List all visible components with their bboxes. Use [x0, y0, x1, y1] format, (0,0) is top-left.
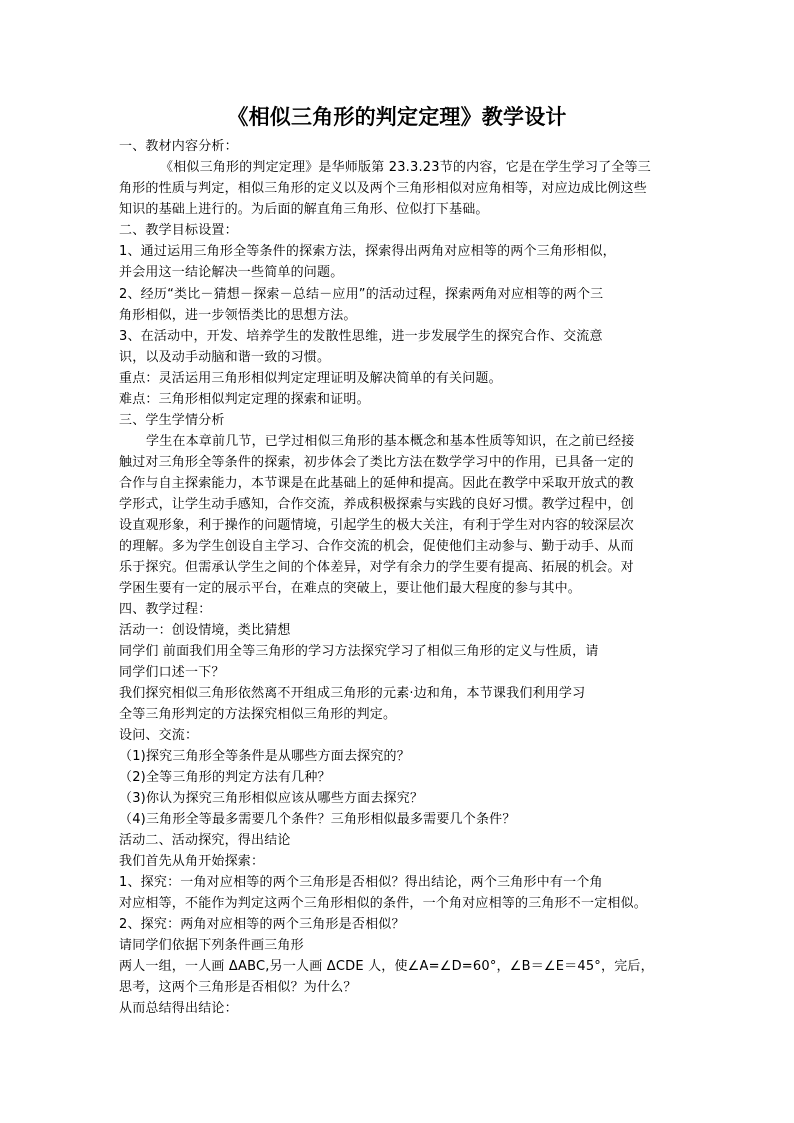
paragraph-line: 思考，这两个三角形是否相似？为什么？: [119, 980, 357, 995]
paragraph-line: 学困生要有一定的展示平台，在难点的突破上，要让他们最大程度的参与其中。: [119, 581, 582, 596]
paragraph-line: 角形的性质与判定，相似三角形的定义以及两个三角形相似对应角相等，对应边成比例这些: [119, 181, 648, 196]
activity-heading: 活动一：创设情境，类比猜想: [119, 623, 291, 638]
paragraph-line: 我们探究相似三角形依然离不开组成三角形的元素·边和角，本节课我们利用学习: [119, 686, 586, 701]
section-heading-4: 四、教学过程：: [119, 602, 212, 617]
paragraph-line: 学形式，让学生动手感知，合作交流，养成积极探索与实践的良好习惯。教学过程中，创: [119, 497, 634, 512]
paragraph-line: 同学们 前面我们用全等三角形的学习方法探究学习了相似三角形的定义与性质，请: [119, 644, 599, 659]
question-item: （2)全等三角形的判定方法有几种？: [119, 770, 331, 785]
paragraph-line: 两人一组，一人画 ΔABC,另一人画 ΔCDE 人，使∠A=∠D=60°，∠B＝∠E＝45°，完后，: [119, 959, 654, 974]
question-item: （3)你认为探究三角形相似应该从哪些方面去探究？: [119, 791, 424, 806]
section-heading-1: 一、教材内容分析：: [119, 139, 238, 154]
paragraph-line: 我们首先从角开始探索：: [119, 854, 265, 869]
section-heading-2: 二、教学目标设置：: [119, 223, 238, 238]
paragraph-line: 知识的基础上进行的。为后面的解直角三角形、位似打下基础。: [119, 202, 489, 217]
paragraph-line: 识，以及动手动脑和谐一致的习惯。: [119, 350, 331, 365]
question-item: （4)三角形全等最多需要几个条件？三角形相似最多需要几个条件？: [119, 812, 516, 827]
paragraph-line: 学生在本章前几节，已学过相似三角形的基本概念和基本性质等知识，在之前已经接: [146, 434, 635, 449]
document-title: 《相似三角形的判定定理》教学设计: [227, 104, 567, 129]
paragraph-line: 2、经历“类比－猜想－探索－总结－应用”的活动过程，探索两角对应相等的两个三: [119, 287, 604, 302]
question-item: （1)探究三角形全等条件是从哪些方面去探究的？: [119, 749, 410, 764]
paragraph-line: 的理解。多为学生创设自主学习、合作交流的机会，促使他们主动参与、勤于动手、从而: [119, 539, 634, 554]
paragraph-line: 乐于探究。但需承认学生之间的个体差异，对学有余力的学生要有提高、拓展的机会。对: [119, 560, 634, 575]
paragraph-line: 对应相等，不能作为判定这两个三角形相似的条件，一个角对应相等的三角形不一定相似。: [119, 896, 648, 911]
paragraph-line: 全等三角形判定的方法探究相似三角形的判定。: [119, 707, 397, 722]
paragraph-line: 重点：灵活运用三角形相似判定定理证明及解决简单的有关问题。: [119, 371, 502, 386]
paragraph-line: 难点：三角形相似判定定理的探索和证明。: [119, 392, 370, 407]
activity-heading: 活动二、活动探究，得出结论: [119, 833, 291, 848]
section-heading-3: 三、学生学情分析: [119, 413, 225, 428]
paragraph-line: 角形相似，进一步领悟类比的思想方法。: [119, 308, 357, 323]
paragraph-line: 设直观形象，利于操作的问题情境，引起学生的极大关注，有利于学生对内容的较深层次: [119, 518, 634, 533]
paragraph-line: 从而总结得出结论：: [119, 1001, 238, 1016]
paragraph-line: 《相似三角形的判定定理》是华师版第 23.3.23节的内容，它是在学生学习了全等三: [160, 160, 651, 175]
paragraph-line: 1、通过运用三角形全等条件的探索方法，探索得出两角对应相等的两个三角形相似，: [119, 244, 616, 259]
paragraph-line: 并会用这一结论解决一些简单的问题。: [119, 265, 344, 280]
paragraph-line: 合作与自主探索能力，本节课是在此基础上的延伸和提高。因此在教学中采取开放式的教: [119, 476, 634, 491]
paragraph-line: 触过对三角形全等条件的探索，初步体会了类比方法在数学学习中的作用，已具备一定的: [119, 455, 634, 470]
paragraph-line: 设问、交流：: [119, 728, 199, 743]
paragraph-line: 1、探究：一角对应相等的两个三角形是否相似？得出结论，两个三角形中有一个角: [119, 875, 603, 890]
paragraph-line: 请同学们依据下列条件画三角形: [119, 938, 304, 953]
paragraph-line: 3、在活动中，开发、培养学生的发散性思维，进一步发展学生的探究合作、交流意: [119, 329, 603, 344]
paragraph-line: 同学们口述一下？: [119, 665, 225, 680]
paragraph-line: 2、探究：两角对应相等的两个三角形是否相似？: [119, 917, 405, 932]
